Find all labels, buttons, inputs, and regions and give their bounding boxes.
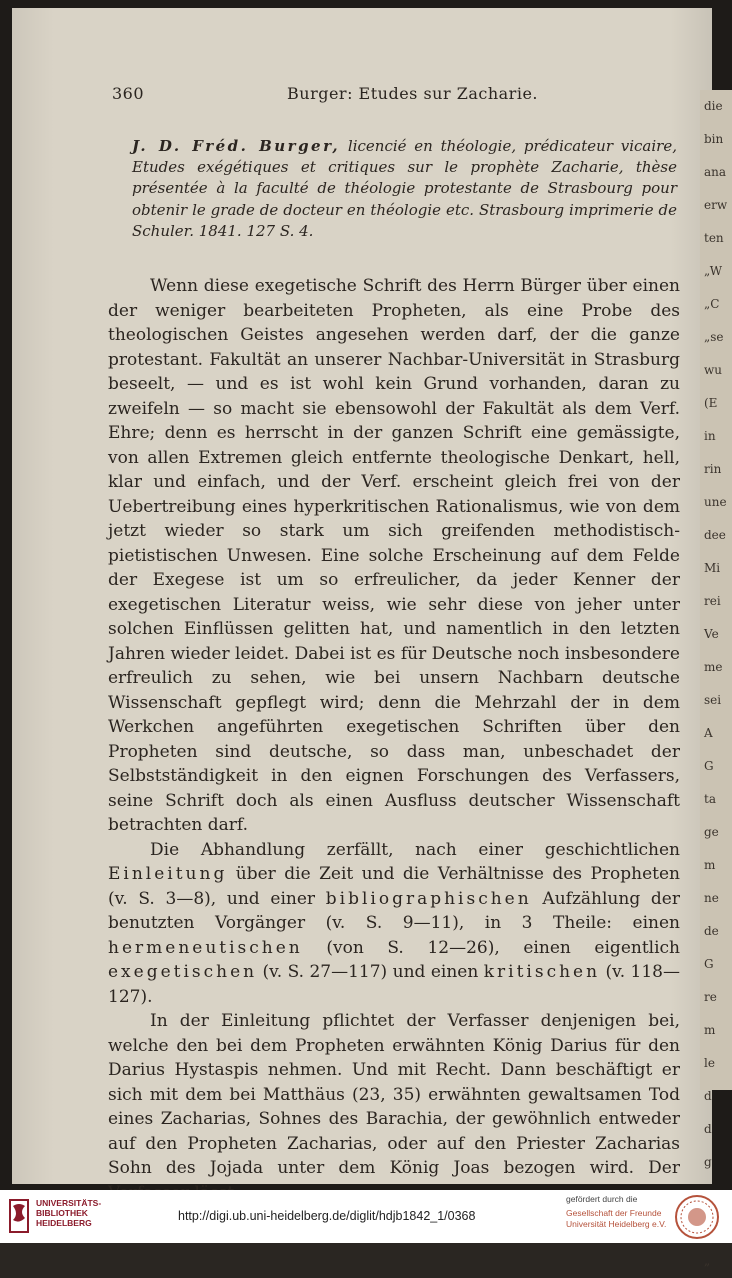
facing-page-fragment: sei — [704, 693, 722, 707]
facing-page-fragment: ten — [704, 231, 724, 245]
facing-page-fragment: erw — [704, 198, 728, 212]
library-name-line: UNIVERSITÄTS- — [36, 1198, 102, 1208]
spaced-term-einleitung: Einleitung — [108, 864, 228, 884]
facing-page-fragment: rin — [704, 462, 722, 476]
spaced-term-bibliographischen: bibliographischen — [325, 888, 532, 909]
facing-page-fragment: m — [704, 1023, 716, 1037]
facing-page-fragment: bin — [704, 132, 724, 146]
facing-page-fragment: g — [704, 1155, 712, 1169]
facing-page-edge — [700, 90, 732, 1268]
facing-page-fragment: wu — [704, 363, 722, 377]
citation-author: J. D. Fréd. Burger, — [132, 137, 341, 155]
paragraph-2-text: Aufzählung der benutzten Vorgänger (v. S. 9—11), in 3 Theile: einen — [108, 888, 680, 933]
facing-page-fragment: G — [704, 759, 714, 773]
university-seal-icon — [674, 1194, 720, 1240]
paragraph-1: Wenn diese exegetische Schrift des Herrn Bürger über einen der weniger bearbeiteten Propheten, als eine Probe des theologischen Geistes angesehen werden darf, der die ganze protestant. Fakultät an unserer Nachbar-Universität in Strasburg beseelt, — und es ist wohl kein Grund vorhanden, daran zu zweifeln — so macht sie ebensowohl der Fakultät als dem Verf. Ehre; denn es herrscht in der ganzen Schrift eine gemässigte, von allen Extremen gleich entfernte theologische Denkart, hell, klar und einfach, und der Verf. erscheint gleich frei von der Uebertreibung eines hyperkritischen Rationalismus, wie von dem jetzt wieder so stark um sich greifenden methodistisch-pietistischen Unwesen. Eine solche Erscheinung auf dem Felde der Exegese ist um so erfreulicher, da jeder Kenner der exegetischen Literatur weiss, wie sehr diese von jeher unter solchen Einflüssen gelitten hat, und namentlich in den letzten Jahren wieder leidet. Dabei ist es für Deutsche noch insbesondere erfreulich zu sehen, wie bei unsern Nachbarn deutsche Wissenschaft gepflegt wird; denn die Mehrzahl der in dem Werkchen angeführten exegetischen Schriften über den Propheten sind deutsche, so dass man, unbeschadet der Selbstständigkeit in den eignen Forschungen des Verfassers, seine Schrift doch als einen Ausfluss deutscher Wissenschaft betrachten darf. — [108, 276, 680, 835]
paragraph-2 — [108, 838, 680, 1010]
spaced-term-kritischen: kritischen — [483, 962, 601, 982]
facing-page-fragment: „ — [704, 1254, 711, 1268]
page-number: 360 — [112, 84, 145, 103]
bibliographic-citation — [132, 136, 677, 242]
facing-page-fragment: de — [704, 924, 719, 938]
society-name-line: Gesellschaft der Freunde — [566, 1208, 662, 1218]
society-name — [566, 1208, 666, 1230]
facing-page-fragment: me — [704, 660, 723, 674]
facing-page-fragment: in — [704, 429, 716, 443]
running-title: Burger: Etudes sur Zacharie. — [287, 84, 538, 103]
facing-page-fragment: dee — [704, 528, 726, 542]
facing-page-fragment: ana — [704, 165, 727, 179]
facing-page-fragment: A — [704, 726, 713, 740]
funded-by-label: gefördert durch die — [566, 1194, 638, 1204]
citation-text: licencié en théologie, prédicateur vicaire, Etudes exégétiques et critiques sur le prophète Zacharie, thèse présentée à la faculté de théologie protestante de Strasbourg pour obtenir le grade de docteur en théologie etc. Strasbourg imprimerie de Schuler. 1841. 127 S. 4. — [132, 137, 677, 240]
facing-page-fragment: Mi — [704, 561, 721, 575]
library-name-line: HEIDELBERG — [36, 1218, 92, 1228]
library-name-line: BIBLIOTHEK — [36, 1208, 88, 1218]
facing-page-fragment: ne — [704, 891, 719, 905]
paragraph-2-text: über die Zeit und die Verhältnisse des Propheten (v. S. 3—8), und einer — [108, 864, 680, 909]
society-name-line: Universität Heidelberg e.V. — [566, 1219, 667, 1229]
paragraph-2-text: Die Abhandlung zerfällt, nach einer geschichtlichen — [150, 839, 680, 860]
facing-page-fragment: (E — [704, 396, 718, 410]
facing-page-fragment: le — [704, 1056, 715, 1070]
paragraph-2-text: (von S. 12—26), einen eigentlich — [302, 937, 680, 958]
facing-page-fragment: ta — [704, 792, 716, 806]
facing-page-fragment: une — [704, 495, 727, 509]
facing-page-fragment: re — [704, 990, 717, 1004]
facing-page-fragment: rei — [704, 594, 721, 608]
facing-page-fragment: „se — [704, 330, 724, 344]
library-name — [36, 1198, 101, 1228]
review-body — [108, 274, 680, 1205]
viewer-footer — [0, 1190, 732, 1243]
paragraph-3: In der Einleitung pflichtet der Verfasser denjenigen bei, welche den bei dem Propheten erwähnten König Darius für den Darius Hystaspis nehmen. Und mit Recht. Dann beschäftigt er sich mit dem bei Matthäus (23, 35) erwähnten gewaltsamen Tod eines Zacharias, Sohnes des Barachia, der gewöhnlich entweder auf den Propheten Zacharias, oder auf den Priester Zacharias Sohn des Jojada unter dem König Joas bezogen wird. Der — [108, 1011, 680, 1178]
facing-page-fragment: d — [704, 1089, 712, 1103]
facing-page-fragment: „C — [704, 297, 720, 311]
facing-page-fragment: Ve — [704, 627, 719, 641]
spaced-term-exegetischen: exegetischen — [108, 962, 258, 982]
facing-page-fragment: G — [704, 957, 714, 971]
facing-page-fragment: m — [704, 858, 716, 872]
university-library-logo-icon — [8, 1198, 30, 1234]
spaced-term-hermeneutischen: hermeneutischen — [108, 937, 303, 958]
paragraph-2-text: (v. 118—127). — [108, 962, 680, 1007]
paragraph-2-text: (v. S. 27—117) und einen — [257, 962, 484, 982]
facing-page-fragment: „W — [704, 264, 723, 278]
facing-page-fragment: die — [704, 99, 723, 113]
book-page — [12, 8, 712, 1184]
facing-page-fragment: d — [704, 1122, 712, 1136]
facing-page-fragment: ge — [704, 825, 719, 839]
permalink-url[interactable]: http://digi.ub.uni-heidelberg.de/diglit/hdjb1842_1/0368 — [178, 1209, 476, 1223]
